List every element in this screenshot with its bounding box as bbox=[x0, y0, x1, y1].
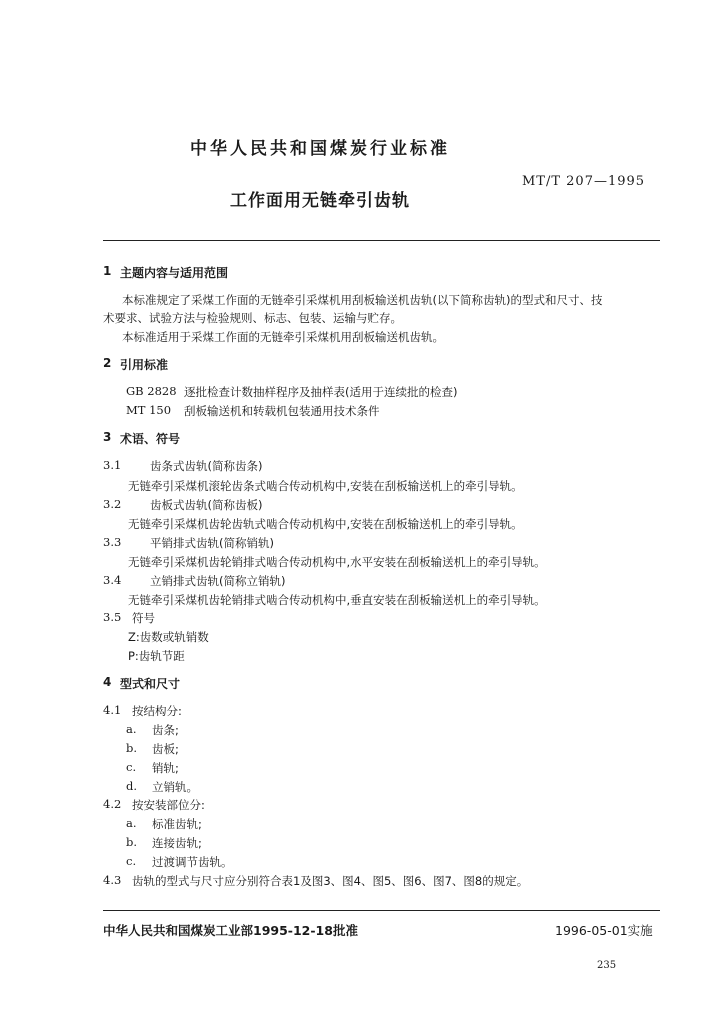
symbols-title: 符号 bbox=[132, 611, 155, 625]
standard-category-title: 中华人民共和国煤炭行业标准 bbox=[190, 139, 450, 159]
reference-code: GB 2828 bbox=[126, 384, 177, 398]
term-name: 立销排式齿轨(简称立销轨) bbox=[150, 574, 286, 588]
list-marker: a. bbox=[126, 722, 137, 736]
list-marker: b. bbox=[126, 835, 138, 849]
term-name: 齿板式齿轨(简称齿板) bbox=[150, 498, 263, 512]
implementation-date: 1996-05-01实施 bbox=[555, 923, 653, 938]
clause-number: 4.2 bbox=[103, 797, 122, 811]
section-1-paragraph-line: 本标准规定了采煤工作面的无链牵引采煤机用刮板输送机齿轨(以下简称齿轨)的型式和尺寸、技 bbox=[122, 293, 603, 307]
section-1-number: 1 bbox=[103, 264, 112, 278]
term-definition: 无链牵引采煤机齿轮销排式啮合传动机构中,垂直安装在刮板输送机上的牵引导轨。 bbox=[128, 593, 546, 607]
section-1-title: 主题内容与适用范围 bbox=[120, 266, 229, 280]
page-number: 235 bbox=[597, 960, 617, 971]
clause-number: 3.1 bbox=[103, 458, 122, 472]
list-marker: a. bbox=[126, 816, 137, 830]
clause-number: 3.2 bbox=[103, 497, 122, 511]
section-1-paragraph-line: 术要求、试验方法与检验规则、标志、包装、运输与贮存。 bbox=[103, 311, 402, 325]
clause-number: 4.3 bbox=[103, 873, 122, 887]
symbol-definition: Z:齿数或轨销数 bbox=[128, 630, 209, 644]
approval-line: 中华人民共和国煤炭工业部1995-12-18批准 bbox=[103, 923, 358, 938]
term-definition: 无链牵引采煤机齿轮齿轨式啮合传动机构中,安装在刮板输送机上的牵引导轨。 bbox=[128, 517, 523, 531]
clause-number: 3.5 bbox=[103, 610, 122, 624]
section-3-title: 术语、符号 bbox=[120, 432, 181, 446]
list-item: 齿板; bbox=[152, 742, 179, 756]
list-item: 连接齿轨; bbox=[152, 836, 202, 850]
clause-title: 按安装部位分: bbox=[132, 798, 205, 812]
section-2-title: 引用标准 bbox=[120, 358, 169, 372]
standard-number: MT/T 207—1995 bbox=[522, 174, 646, 189]
list-marker: d. bbox=[126, 779, 138, 793]
term-definition: 无链牵引采煤机滚轮齿条式啮合传动机构中,安装在刮板输送机上的牵引导轨。 bbox=[128, 479, 523, 493]
term-name: 齿条式齿轨(简称齿条) bbox=[150, 459, 263, 473]
clause-text: 齿轨的型式与尺寸应分别符合表1及图3、图4、图5、图6、图7、图8的规定。 bbox=[132, 874, 529, 888]
reference-text: 逐批检查计数抽样程序及抽样表(适用于连续批的检查) bbox=[184, 385, 458, 399]
section-3-number: 3 bbox=[103, 430, 112, 444]
clause-number: 4.1 bbox=[103, 703, 122, 717]
list-item: 过渡调节齿轨。 bbox=[152, 855, 233, 869]
section-4-number: 4 bbox=[103, 675, 112, 689]
reference-text: 刮板输送机和转载机包装通用技术条件 bbox=[184, 404, 380, 418]
list-item: 标准齿轨; bbox=[152, 817, 202, 831]
reference-code: MT 150 bbox=[126, 403, 172, 417]
list-marker: b. bbox=[126, 741, 138, 755]
header-divider bbox=[103, 240, 660, 241]
section-4-title: 型式和尺寸 bbox=[120, 677, 181, 691]
list-item: 齿条; bbox=[152, 723, 179, 737]
clause-title: 按结构分: bbox=[132, 704, 182, 718]
list-item: 销轨; bbox=[152, 761, 179, 775]
list-marker: c. bbox=[126, 854, 137, 868]
section-2-number: 2 bbox=[103, 356, 112, 370]
footer-divider bbox=[103, 910, 660, 911]
symbol-definition: P:齿轨节距 bbox=[128, 649, 185, 663]
section-1-paragraph: 本标准适用于采煤工作面的无链牵引采煤机用刮板输送机齿轨。 bbox=[122, 330, 444, 344]
clause-number: 3.3 bbox=[103, 535, 122, 549]
clause-number: 3.4 bbox=[103, 573, 122, 587]
term-name: 平销排式齿轨(简称销轨) bbox=[150, 536, 274, 550]
document-title: 工作面用无链牵引齿轨 bbox=[230, 191, 410, 211]
list-item: 立销轨。 bbox=[152, 780, 198, 794]
list-marker: c. bbox=[126, 760, 137, 774]
term-definition: 无链牵引采煤机齿轮销排式啮合传动机构中,水平安装在刮板输送机上的牵引导轨。 bbox=[128, 555, 546, 569]
